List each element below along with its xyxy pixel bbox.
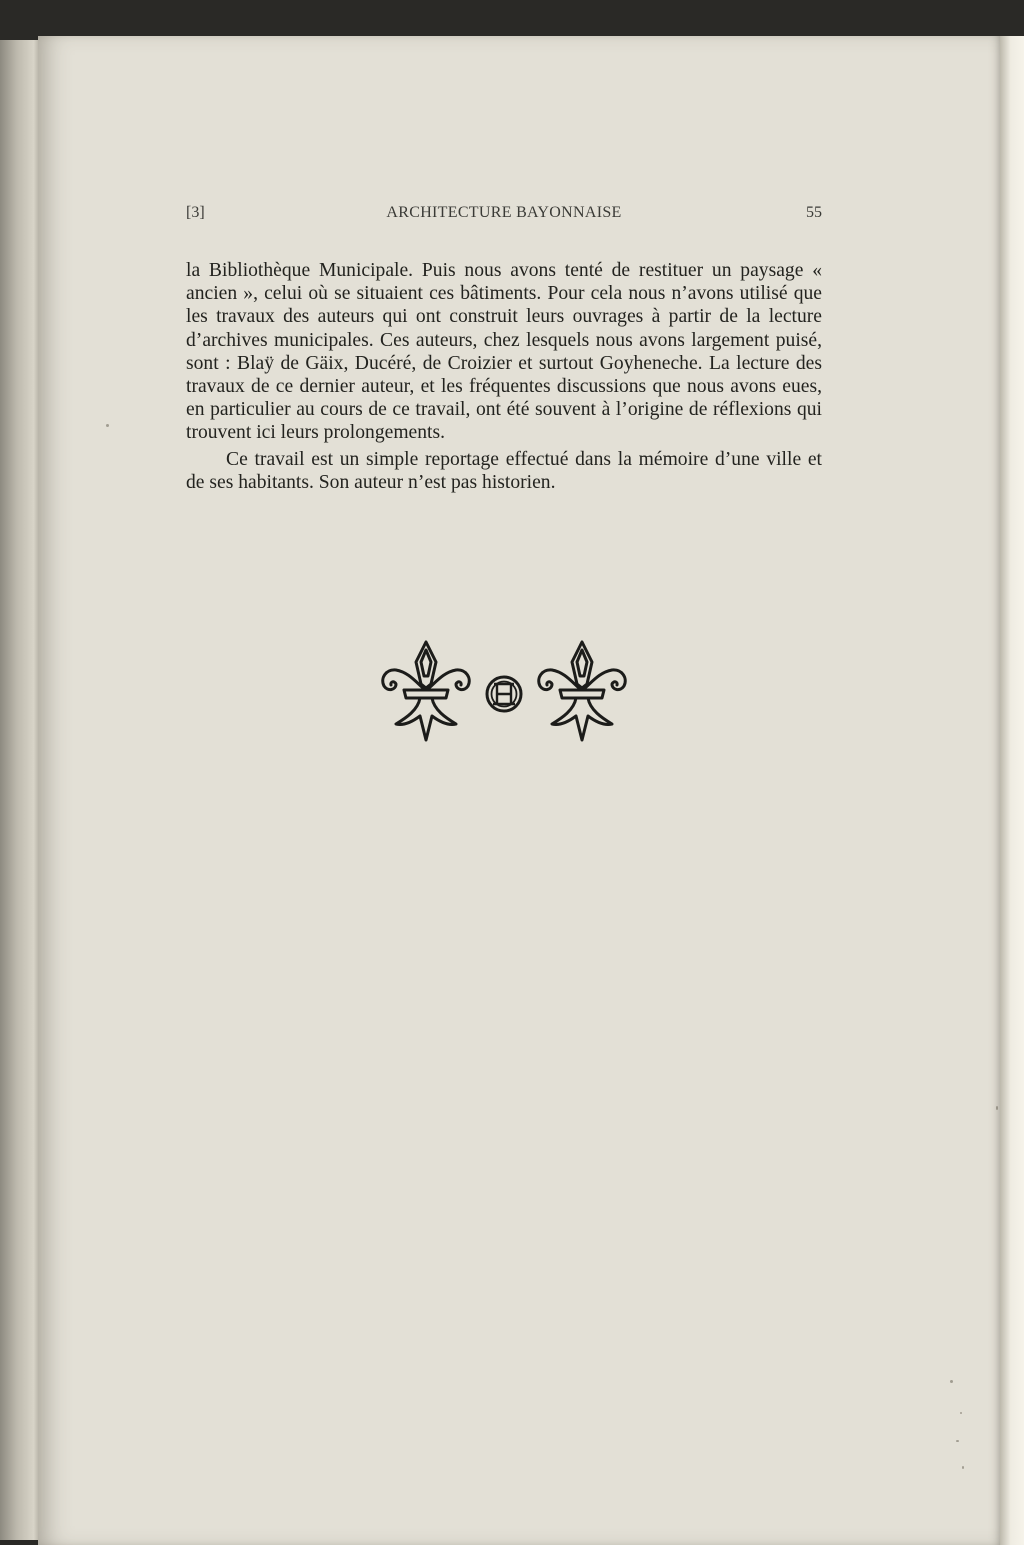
section-number: [3] xyxy=(186,204,205,221)
paper-speck xyxy=(956,1440,959,1442)
facing-page-edge xyxy=(0,40,42,1540)
body-text xyxy=(186,259,822,494)
ornament-icon xyxy=(374,636,634,746)
paper-speck xyxy=(106,424,109,427)
page-fore-edge xyxy=(1000,36,1024,1545)
paper-speck xyxy=(996,1106,998,1110)
fleur-de-lis-ornament xyxy=(374,636,634,746)
paragraph: Ce travail est un simple reportage effectué dans la mémoire d’une ville et de ses habitants. Son auteur n’est pas historien. xyxy=(186,448,822,493)
paper-speck xyxy=(962,1466,964,1469)
paper-speck xyxy=(950,1380,953,1383)
paper-speck xyxy=(960,1412,962,1414)
page-number: 55 xyxy=(806,204,822,221)
paragraph: la Bibliothèque Municipale. Puis nous avons tenté de restituer un paysage « ancien », celui où se situaient ces bâtiments. Pour cela nous n’avons utilisé que les travaux des auteurs qui ont construit leurs ouvrages à partir de la lecture d’archives municipales. Ces auteurs, chez lesquels nous avons largement puisé, sont : Blaÿ de Gäix, Ducéré, de Croizier et surtout Goyheneche. La lecture des travaux de ce dernier auteur, et les fréquentes discussions que nous avons eues, en particulier au cours de ce travail, ont été souvent à l’origine de réflexions qui trouvent ici leurs prolongements. xyxy=(186,260,822,444)
running-title: ARCHITECTURE BAYONNAISE xyxy=(386,204,622,221)
running-header xyxy=(186,204,822,226)
